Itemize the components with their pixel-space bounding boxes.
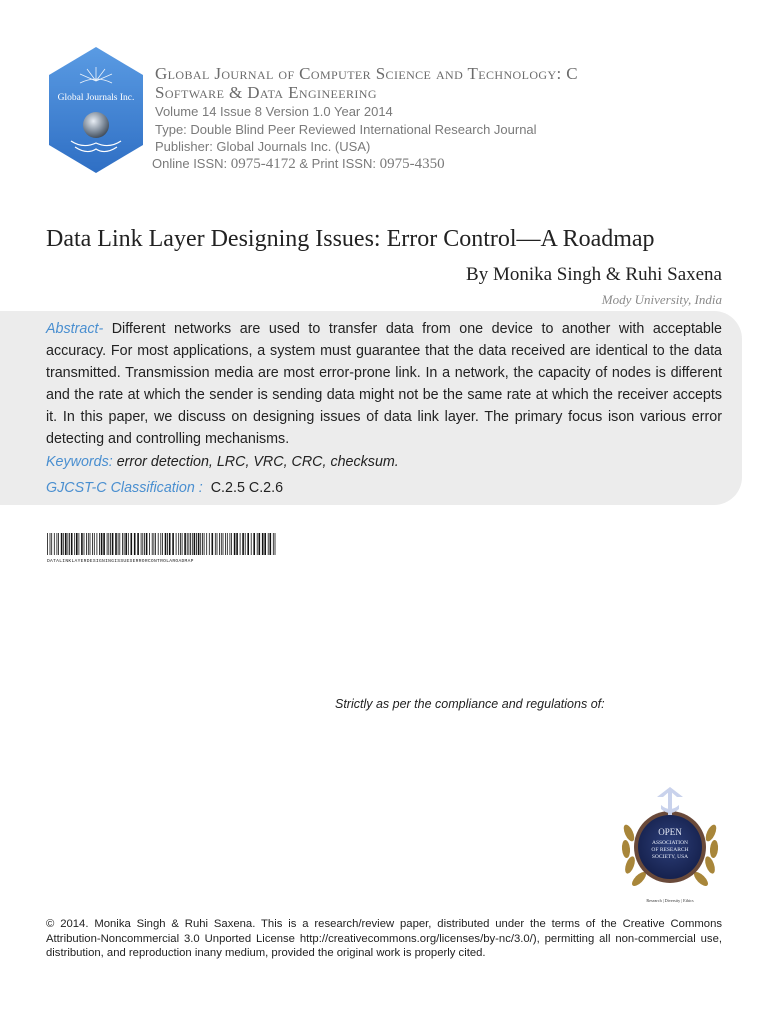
barcode-bar <box>97 533 98 555</box>
barcode-bar <box>94 533 95 555</box>
license-notice: © 2014. Monika Singh & Ruhi Saxena. This is a research/review paper, distributed under the terms of the Creative Commons Attribution-Noncommercial 3.0 Unported License http://creativecommons.org/licenses/by-nc/3.0/), permitting all non-commercial use, distribution, and reproduction inany medium, provided the original work is properly cited. <box>46 918 722 959</box>
barcode-bar <box>162 533 163 555</box>
barcode-bar <box>189 533 190 555</box>
barcode-bar <box>122 533 123 555</box>
barcode-bar <box>108 533 109 555</box>
barcode-bar <box>169 533 171 555</box>
seal-line4: SOCIETY, USA <box>651 854 689 860</box>
barcode-bar <box>119 533 120 555</box>
barcode-bar <box>149 533 150 555</box>
seal-line1: OPEN <box>658 827 682 837</box>
barcode-bar <box>209 533 210 555</box>
barcode-bar <box>273 533 274 555</box>
open-association-seal <box>617 783 723 909</box>
paper-authors: By Monika Singh & Ruhi Saxena <box>466 264 722 285</box>
barcode-bar <box>172 533 174 555</box>
barcode-bar <box>65 533 67 555</box>
publisher: Publisher: Global Journals Inc. (USA) <box>155 139 371 154</box>
global-journals-logo <box>47 45 145 175</box>
author-affiliation: Mody University, India <box>601 292 722 307</box>
barcode-bar <box>194 533 196 555</box>
barcode-bar <box>115 533 117 555</box>
classification-label: GJCST-C Classification : <box>46 480 203 496</box>
barcode-bar <box>219 533 220 555</box>
barcode-bar <box>262 533 264 555</box>
online-issn: 0975-4172 <box>230 156 296 172</box>
barcode-bar <box>242 533 244 555</box>
barcode-bar <box>144 533 145 555</box>
barcode-bar <box>112 533 114 555</box>
barcode-bar <box>196 533 197 555</box>
barcode-bar <box>187 533 188 555</box>
barcode-bar <box>58 533 59 555</box>
volume-info: Volume 14 Issue 8 Version 1.0 Year 2014 <box>155 104 393 119</box>
barcode-bar <box>247 533 249 555</box>
barcode-bar <box>50 533 51 555</box>
barcode-bar <box>63 533 64 555</box>
barcode-bar <box>182 533 183 555</box>
barcode-bar <box>180 533 181 555</box>
barcode-bar <box>225 533 226 555</box>
seal-line3: OF RESEARCH <box>651 847 689 853</box>
barcode-bar <box>176 533 177 555</box>
barcode-bar <box>165 533 167 555</box>
abstract-label: Abstract- <box>46 321 104 337</box>
barcode-bar <box>110 533 111 555</box>
barcode-bar <box>107 533 108 555</box>
barcode-bar <box>160 533 161 555</box>
barcode-bar <box>69 533 70 555</box>
keywords <box>46 454 399 470</box>
logo-text: Global Journals Inc. <box>57 93 135 103</box>
keywords-label: Keywords: <box>46 454 113 470</box>
barcode-bar <box>54 533 55 555</box>
barcode-bar <box>227 533 228 555</box>
barcode-bar <box>146 533 148 555</box>
compliance-note: Strictly as per the compliance and regulations of: <box>335 697 605 711</box>
barcode-bar <box>200 533 201 555</box>
barcode-caption: DATALINKLAYERDESIGNINGISSUESERRORCONTROLAROADMAP <box>47 559 194 563</box>
barcode-bar <box>231 533 232 555</box>
barcode-bar <box>184 533 186 555</box>
barcode-bar <box>51 533 52 555</box>
barcode-bar <box>137 533 139 555</box>
barcode-bars <box>47 533 275 555</box>
barcode-bar <box>134 533 136 555</box>
barcode-bar <box>215 533 216 555</box>
barcode-bar <box>192 533 193 555</box>
abstract-text: Different networks are used to transfer data from one device to another with acceptable accuracy. For most applications, a system must guarantee that the data received are identical to the data transmitted. Transmission media are most error-prone link. In a network, the capacity of nodes is different and the rate at which the sender is sending data might not be the same rate at which the receiver accepts it. In this paper, we discuss on designing issues of data link layer. The primary focus ison various error detecting and controlling mechanisms. <box>46 321 722 447</box>
barcode-bar <box>61 533 63 555</box>
barcode-bar <box>74 533 75 555</box>
barcode-bar <box>86 533 87 555</box>
barcode-bar <box>155 533 156 555</box>
barcode-bar <box>71 533 73 555</box>
barcode-bar <box>81 533 83 555</box>
barcode-bar <box>259 533 261 555</box>
barcode-bar <box>47 533 48 555</box>
barcode-bar <box>88 533 89 555</box>
barcode-bar <box>124 533 125 555</box>
print-issn-label: & Print ISSN: <box>295 156 380 171</box>
barcode-bar <box>103 533 105 555</box>
barcode-bar <box>68 533 69 555</box>
barcode-bar <box>202 533 203 555</box>
barcode-bar <box>230 533 231 555</box>
barcode-bar <box>270 533 272 555</box>
barcode-bar <box>223 533 224 555</box>
barcode-bar <box>253 533 255 555</box>
barcode-bar <box>206 533 207 555</box>
barcode-bar <box>240 533 241 555</box>
barcode-bar <box>101 533 103 555</box>
barcode-bar <box>217 533 218 555</box>
barcode-bar <box>257 533 258 555</box>
barcode-bar <box>128 533 129 555</box>
barcode-bar <box>275 533 276 555</box>
online-issn-label: Online ISSN: <box>152 156 231 171</box>
barcode-bar <box>167 533 168 555</box>
barcode-bar <box>99 533 100 555</box>
barcode-bar <box>251 533 252 555</box>
barcode <box>46 533 278 563</box>
barcode-bar <box>118 533 119 555</box>
barcode-bar <box>190 533 191 555</box>
barcode-bar <box>142 533 143 555</box>
barcode-bar <box>221 533 222 555</box>
seal-motto: Research | Diversity | Ethics <box>646 898 694 903</box>
barcode-bar <box>79 533 80 555</box>
barcode-bar <box>57 533 58 555</box>
abstract <box>46 318 722 450</box>
issn-line <box>152 156 445 173</box>
journal-title-line1: Global Journal of Computer Science and Technology: C <box>155 64 579 83</box>
barcode-bar <box>198 533 200 555</box>
barcode-bar <box>236 533 238 555</box>
classification-value: C.2.5 C.2.6 <box>202 480 284 496</box>
journal-type: Type: Double Blind Peer Reviewed International Research Journal <box>155 122 537 137</box>
barcode-bar <box>154 533 155 555</box>
paper-title: Data Link Layer Designing Issues: Error Control—A Roadmap <box>46 226 655 252</box>
barcode-bar <box>212 533 214 555</box>
keywords-value: error detection, LRC, VRC, CRC, checksum. <box>112 454 399 470</box>
journal-title-line2: Software & Data Engineering <box>155 83 377 102</box>
barcode-bar <box>268 533 269 555</box>
seal-line2: ASSOCIATION <box>651 840 689 846</box>
barcode-bar <box>141 533 142 555</box>
barcode-bar <box>204 533 205 555</box>
barcode-bar <box>90 533 91 555</box>
barcode-bar <box>131 533 133 555</box>
barcode-bar <box>245 533 246 555</box>
barcode-bar <box>234 533 236 555</box>
barcode-bar <box>178 533 179 555</box>
barcode-bar <box>92 533 93 555</box>
barcode-bar <box>158 533 159 555</box>
barcode-bar <box>264 533 266 555</box>
barcode-bar <box>152 533 153 555</box>
print-issn: 0975-4350 <box>379 156 445 172</box>
barcode-bar <box>76 533 78 555</box>
barcode-bar <box>125 533 127 555</box>
barcode-bar <box>84 533 85 555</box>
classification <box>46 480 283 496</box>
